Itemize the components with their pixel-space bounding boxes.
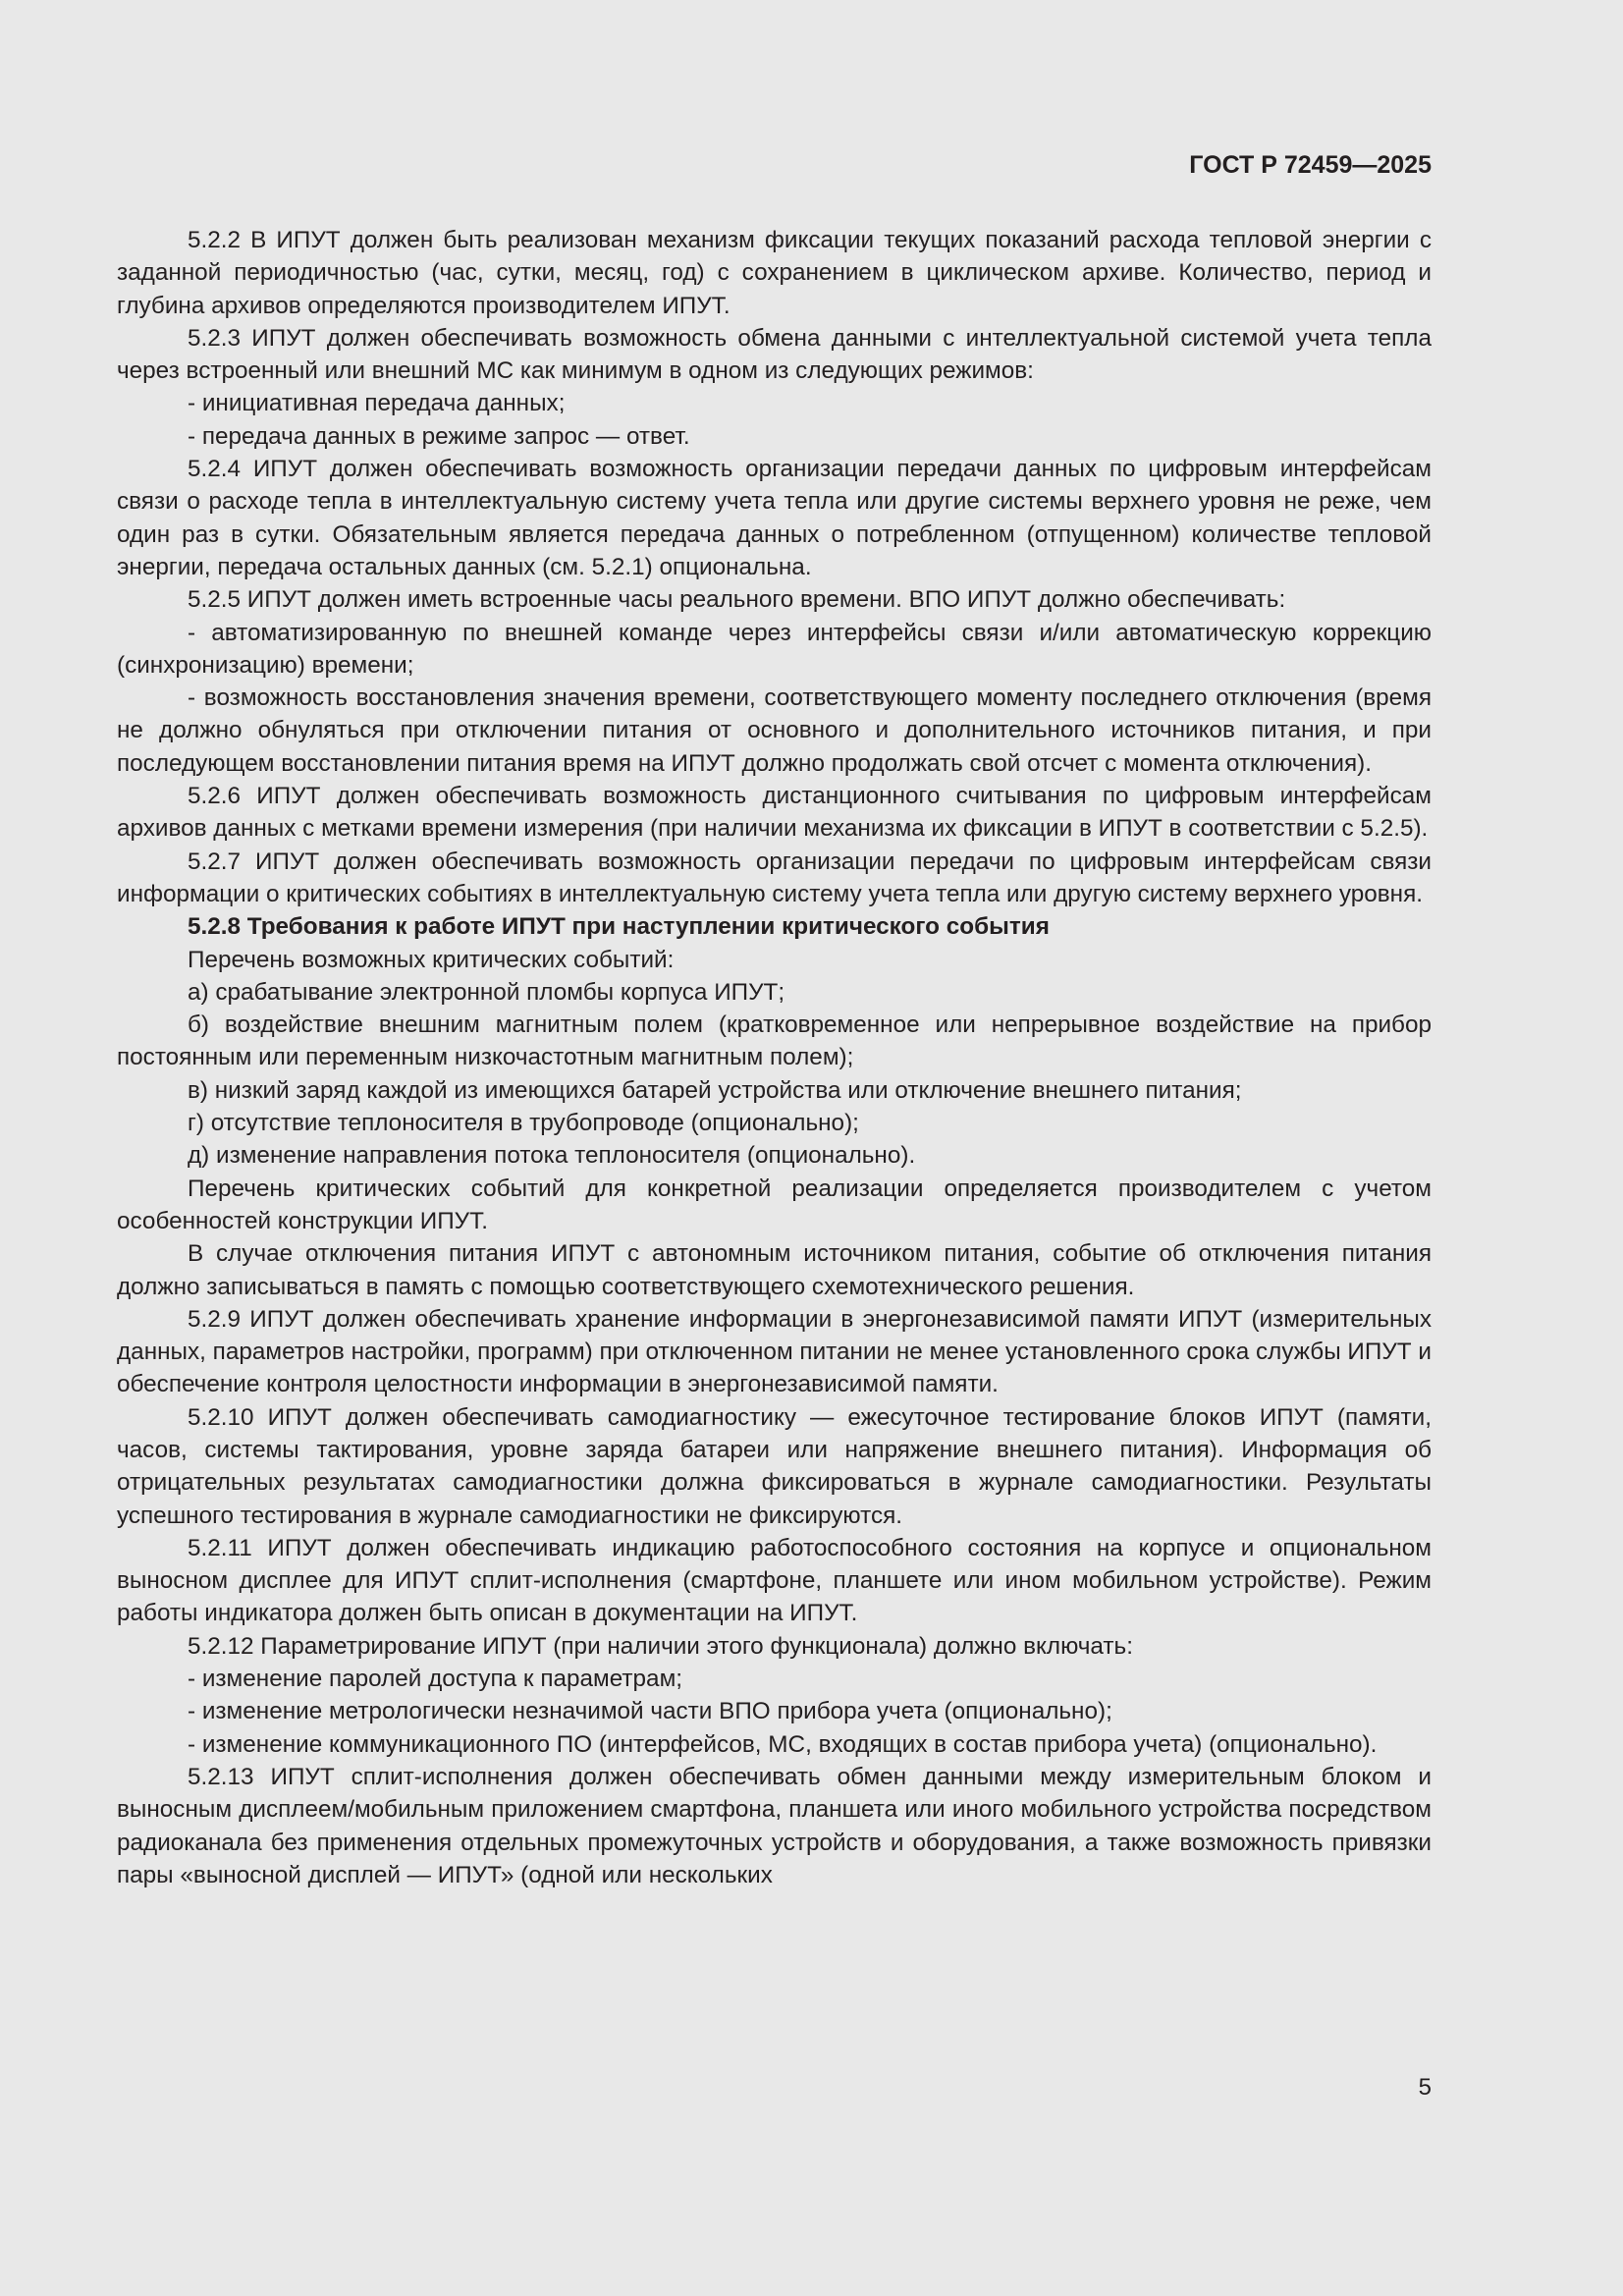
paragraph: 5.2.11 ИПУТ должен обеспечивать индикацию работоспособного состояния на корпусе и опциональном выносном дисплее для ИПУТ сплит-исполнения (смартфоне, планшете или ином мобильном устройстве). Режим работы индикатора должен быть описан в документации на ИПУТ. <box>117 1534 1432 1627</box>
paragraph: - инициативная передача данных; <box>188 390 566 417</box>
paragraph: В случае отключения питания ИПУТ с автономным источником питания, событие об отключения питания должно записываться в память с помощью соответствующего схемотехнического решения. <box>117 1240 1432 1300</box>
paragraph: 5.2.10 ИПУТ должен обеспечивать самодиагностику — ежесуточное тестирование блоков ИПУТ (памяти, часов, системы тактирования, уровне заряда батареи или напряжение внешнего питания). Информация об отрицательных результатах самодиагностики должна фиксироваться в журнале самодиагностики. Результаты успешного тестирования в журнале самодиагностики не фиксируются. <box>117 1403 1432 1529</box>
paragraph: б) воздействие внешним магнитным полем (кратковременное или непрерывное воздействие на прибор постоянным или переменным низкочастотным магнитным полем); <box>117 1011 1432 1071</box>
paragraph: - изменение коммуникационного ПО (интерфейсов, МС, входящих в состав прибора учета) (опционально). <box>188 1730 1378 1758</box>
paragraph: 5.2.13 ИПУТ сплит-исполнения должен обеспечивать обмен данными между измерительным блоком и выносным дисплеем/мобильным приложением смартфона, планшета или иного мобильного устройства посредством радиоканала без применения отдельных промежуточных устройств и оборудования, а также возможность привязки пары «выносной дисплей — ИПУТ» (одной или нескольких <box>117 1763 1432 1888</box>
section-heading: 5.2.8 Требования к работе ИПУТ при наступлении критического события <box>188 913 1050 941</box>
paragraph: 5.2.2 В ИПУТ должен быть реализован механизм фиксации текущих показаний расхода тепловой энергии с заданной периодичностью (час, сутки, месяц, год) с сохранением в циклическом архиве. Количество, период и глубина архивов определяются производителем ИПУТ. <box>117 227 1432 319</box>
paragraph: - изменение паролей доступа к параметрам; <box>188 1666 683 1693</box>
paragraph: - возможность восстановления значения времени, соответствующего моменту последнего отключения (время не должно обнуляться при отключении питания от основного и дополнительного источников питания, и при последующем восстановлении питания время на ИПУТ должно продолжать свой отсчет с момента отключения). <box>117 684 1432 777</box>
paragraph: - передача данных в режиме запрос — ответ. <box>188 422 690 450</box>
paragraph: 5.2.12 Параметрирование ИПУТ (при наличии этого функционала) должно включать: <box>188 1632 1133 1660</box>
paragraph: д) изменение направления потока теплоносителя (опционально). <box>188 1142 916 1170</box>
paragraph: - изменение метрологически незначимой части ВПО прибора учета (опционально); <box>188 1698 1112 1725</box>
paragraph: а) срабатывание электронной пломбы корпуса ИПУТ; <box>188 978 785 1006</box>
page-number: 5 <box>1418 2074 1432 2101</box>
paragraph: г) отсутствие теплоносителя в трубопроводе (опционально); <box>188 1110 859 1137</box>
paragraph: - автоматизированную по внешней команде через интерфейсы связи и/или автоматическую коррекцию (синхронизацию) времени; <box>117 619 1432 679</box>
paragraph: 5.2.9 ИПУТ должен обеспечивать хранение информации в энергонезависимой памяти ИПУТ (измерительных данных, параметров настройки, программ) при отключенном питании не менее установленного срока службы ИПУТ и обеспечение контроля целостности информации в энергонезависимой памяти. <box>117 1305 1432 1398</box>
document-body <box>117 224 1432 1891</box>
paragraph: 5.2.4 ИПУТ должен обеспечивать возможность организации передачи данных по цифровым интерфейсам связи о расходе тепла в интеллектуальную систему учета тепла или другие системы верхнего уровня не реже, чем один раз в сутки. Обязательным является передача данных о потребленном (отпущенном) количестве тепловой энергии, передача остальных данных (см. 5.2.1) опциональна. <box>117 456 1432 580</box>
paragraph: Перечень критических событий для конкретной реализации определяется производителем с учетом особенностей конструкции ИПУТ. <box>117 1175 1432 1234</box>
paragraph: 5.2.7 ИПУТ должен обеспечивать возможность организации передачи по цифровым интерфейсам связи информации о критических событиях в интеллектуальную систему учета тепла или другую систему верхнего уровня. <box>117 847 1432 907</box>
paragraph: 5.2.3 ИПУТ должен обеспечивать возможность обмена данными с интеллектуальной системой учета тепла через встроенный или внешний МС как минимум в одном из следующих режимов: <box>117 324 1432 385</box>
paragraph: в) низкий заряд каждой из имеющихся батарей устройства или отключение внешнего питания; <box>188 1076 1242 1104</box>
paragraph: 5.2.6 ИПУТ должен обеспечивать возможность дистанционного считывания по цифровым интерфейсам архивов данных с метками времени измерения (при наличии механизма их фиксации в ИПУТ в соответствии с 5.2.5). <box>117 783 1432 843</box>
paragraph: 5.2.5 ИПУТ должен иметь встроенные часы реального времени. ВПО ИПУТ должно обеспечивать: <box>188 586 1286 614</box>
document-header: ГОСТ Р 72459—2025 <box>1189 151 1432 179</box>
paragraph: Перечень возможных критических событий: <box>188 946 675 973</box>
